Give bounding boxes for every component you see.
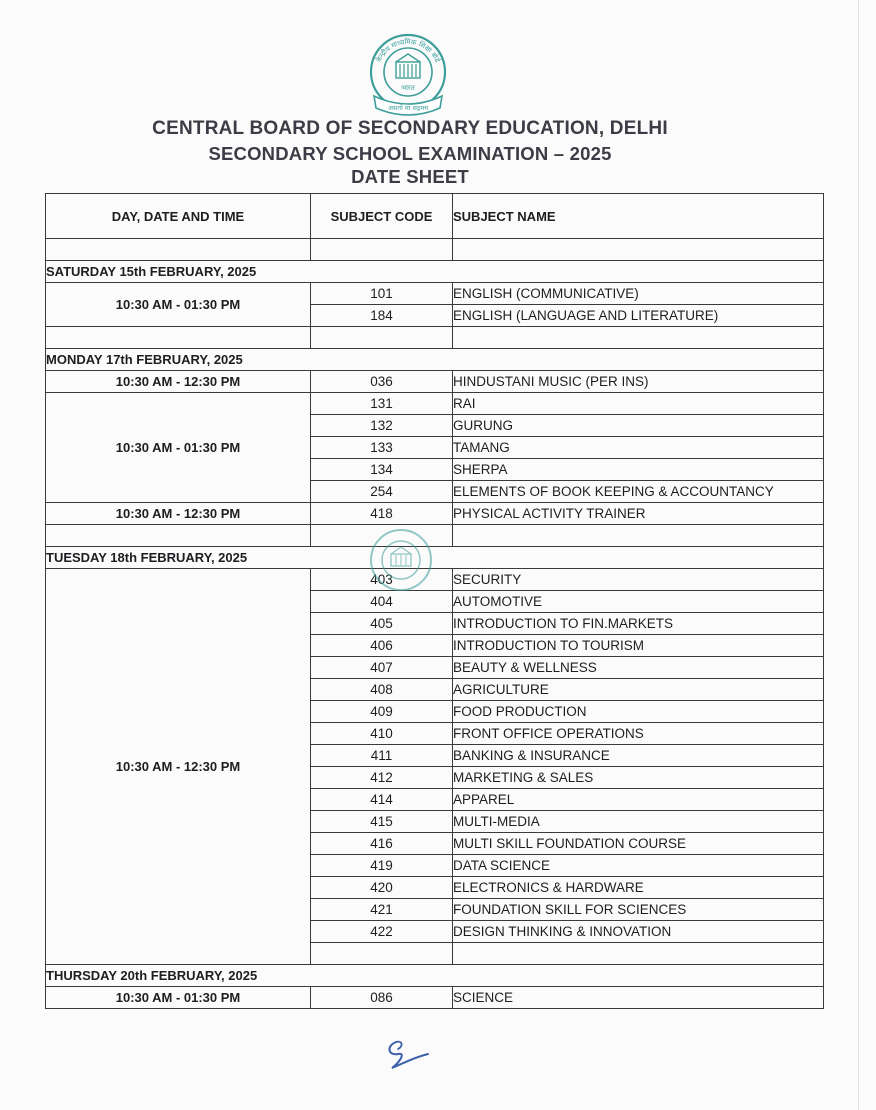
table-row: [46, 283, 824, 305]
subject-name: PHYSICAL ACTIVITY TRAINER: [453, 503, 824, 525]
exam-title: SECONDARY SCHOOL EXAMINATION – 2025: [208, 143, 612, 164]
subject-code: 406: [311, 635, 453, 657]
day-label: SATURDAY 15th FEBRUARY, 2025: [46, 261, 824, 283]
table-header-row: [46, 194, 824, 239]
subject-name: BEAUTY & WELLNESS: [453, 657, 824, 679]
column-header-code: SUBJECT CODE: [311, 194, 453, 239]
subject-name: ENGLISH (LANGUAGE AND LITERATURE): [453, 305, 824, 327]
subject-name: FRONT OFFICE OPERATIONS: [453, 723, 824, 745]
day-row: [46, 349, 824, 371]
cbse-seal-icon: [360, 28, 456, 124]
subject-code: 404: [311, 591, 453, 613]
subject-code: 407: [311, 657, 453, 679]
subject-name: ELECTRONICS & HARDWARE: [453, 877, 824, 899]
subject-name: MULTI-MEDIA: [453, 811, 824, 833]
subject-name: BANKING & INSURANCE: [453, 745, 824, 767]
board-title: CENTRAL BOARD OF SECONDARY EDUCATION, DELHI: [152, 118, 668, 139]
subject-name: INTRODUCTION TO FIN.MARKETS: [453, 613, 824, 635]
subject-code: 410: [311, 723, 453, 745]
subject-code: 408: [311, 679, 453, 701]
subject-code: 412: [311, 767, 453, 789]
subject-code: 420: [311, 877, 453, 899]
exam-time: 10:30 AM - 01:30 PM: [46, 987, 311, 1009]
exam-time: 10:30 AM - 12:30 PM: [46, 503, 311, 525]
subject-code: 418: [311, 503, 453, 525]
subject-code: 036: [311, 371, 453, 393]
subject-name: ELEMENTS OF BOOK KEEPING & ACCOUNTANCY: [453, 481, 824, 503]
subject-code: 403: [311, 569, 453, 591]
column-header-name: SUBJECT NAME: [453, 194, 824, 239]
subject-code: 414: [311, 789, 453, 811]
subject-name: HINDUSTANI MUSIC (PER INS): [453, 371, 824, 393]
exam-time: 10:30 AM - 12:30 PM: [46, 569, 311, 965]
subject-code: 419: [311, 855, 453, 877]
subject-name: FOUNDATION SKILL FOR SCIENCES: [453, 899, 824, 921]
day-row: [46, 261, 824, 283]
subject-name: APPAREL: [453, 789, 824, 811]
column-header-day: DAY, DATE AND TIME: [46, 194, 311, 239]
subject-name: SHERPA: [453, 459, 824, 481]
subject-name: AUTOMOTIVE: [453, 591, 824, 613]
watermark-seal-icon: [362, 521, 440, 599]
subject-code: 133: [311, 437, 453, 459]
subject-name: GURUNG: [453, 415, 824, 437]
subject-name: FOOD PRODUCTION: [453, 701, 824, 723]
subject-code: 132: [311, 415, 453, 437]
spacer-row: [46, 327, 824, 349]
svg-text:केन्द्रीय माध्यमिक शिक्षा बोर्: केन्द्रीय माध्यमिक शिक्षा बोर्ड: [374, 37, 442, 64]
table-row: [46, 987, 824, 1009]
document-heading: [80, 116, 740, 188]
cbse-logo: [360, 28, 456, 124]
table-row: [46, 371, 824, 393]
svg-text:भारत: भारत: [401, 84, 415, 92]
svg-text:असतो मा सद्गमय: असतो मा सद्गमय: [388, 104, 428, 112]
subject-name: ENGLISH (COMMUNICATIVE): [453, 283, 824, 305]
subject-code: 134: [311, 459, 453, 481]
day-label: THURSDAY 20th FEBRUARY, 2025: [46, 965, 824, 987]
subject-name: TAMANG: [453, 437, 824, 459]
exam-time: 10:30 AM - 01:30 PM: [46, 393, 311, 503]
subject-code: 405: [311, 613, 453, 635]
spacer-row: [46, 239, 824, 261]
subject-name: AGRICULTURE: [453, 679, 824, 701]
day-label: MONDAY 17th FEBRUARY, 2025: [46, 349, 824, 371]
subject-name: SECURITY: [453, 569, 824, 591]
subject-code: 101: [311, 283, 453, 305]
subject-name: DATA SCIENCE: [453, 855, 824, 877]
subject-name: SCIENCE: [453, 987, 824, 1009]
subject-code: 415: [311, 811, 453, 833]
day-row: [46, 965, 824, 987]
subject-name: MULTI SKILL FOUNDATION COURSE: [453, 833, 824, 855]
subject-code: 254: [311, 481, 453, 503]
subject-code: 411: [311, 745, 453, 767]
subject-code: 409: [311, 701, 453, 723]
sheet-title: DATE SHEET: [351, 166, 469, 187]
exam-time: 10:30 AM - 01:30 PM: [46, 283, 311, 327]
table-row: [46, 393, 824, 415]
page-edge: [858, 0, 859, 1110]
subject-code: 422: [311, 921, 453, 943]
subject-code: 131: [311, 393, 453, 415]
subject-code: 086: [311, 987, 453, 1009]
subject-name: MARKETING & SALES: [453, 767, 824, 789]
subject-code: 416: [311, 833, 453, 855]
subject-name: INTRODUCTION TO TOURISM: [453, 635, 824, 657]
signature: [382, 1036, 432, 1072]
subject-code: 184: [311, 305, 453, 327]
day-label: TUESDAY 18th FEBRUARY, 2025: [46, 547, 824, 569]
subject-name: RAI: [453, 393, 824, 415]
subject-code: 421: [311, 899, 453, 921]
exam-time: 10:30 AM - 12:30 PM: [46, 371, 311, 393]
date-sheet-table: [45, 193, 824, 1009]
subject-name: DESIGN THINKING & INNOVATION: [453, 921, 824, 943]
